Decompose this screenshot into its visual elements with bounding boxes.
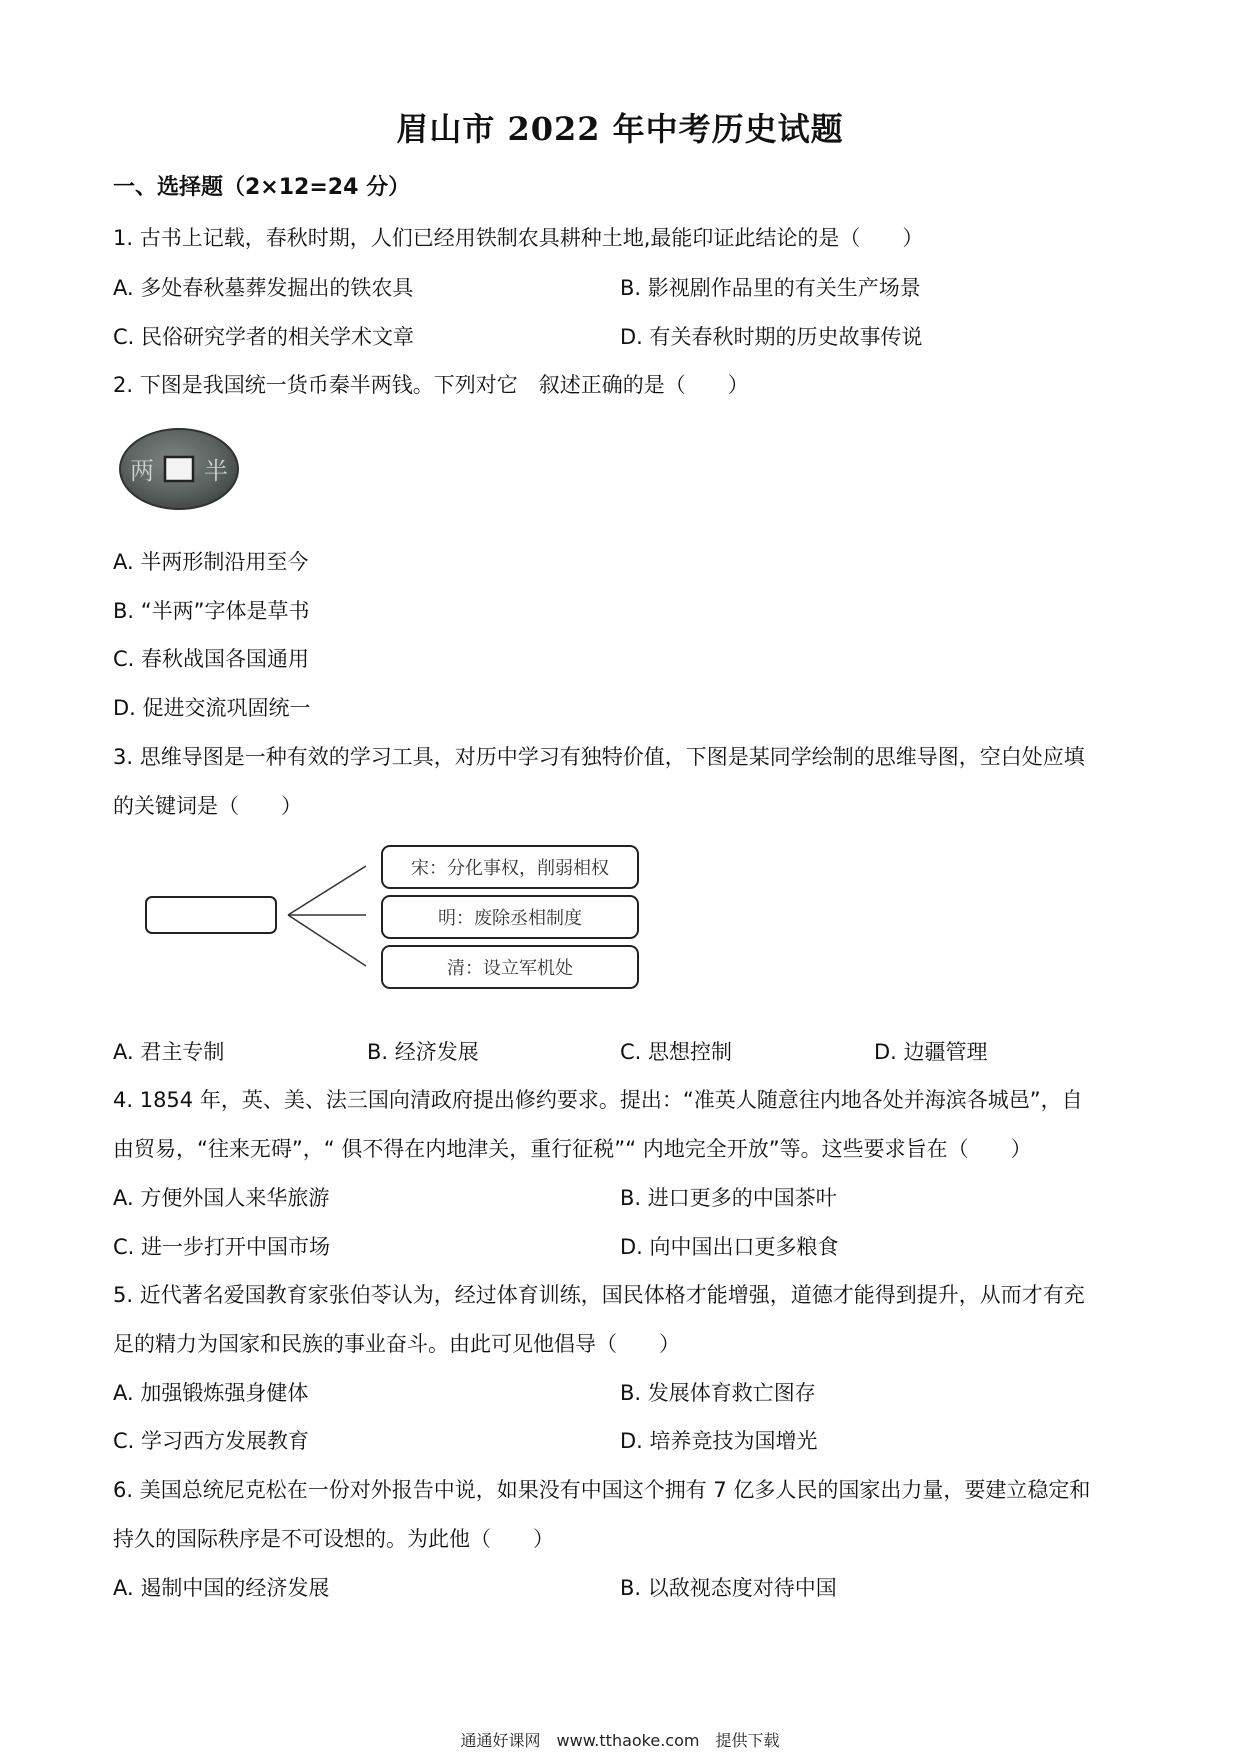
q2-option-d: D. 促进交流巩固统一 (113, 696, 311, 720)
q3-option-a: A. 君主专制 (113, 1040, 225, 1064)
q4-option-b: B. 进口更多的中国茶叶 (620, 1186, 837, 1210)
box-ming-text: 明：废除丞相制度 (438, 908, 582, 929)
q4-stem-line2: 由贸易，“往来无碍”，“ 俱不得在内地津关，重行征税”“ 内地完全开放”等。这些要求旨在（ ） (113, 1137, 1032, 1161)
box-qing-text: 清：设立军机处 (447, 958, 573, 979)
q2-stem: 2. 下图是我国统一货币秦半两钱。下列对它 叙述正确的是（ ） (113, 373, 749, 397)
q3-stem-line1: 3. 思维导图是一种有效的学习工具，对历中学习有独特价值，下图是某同学绘制的思维导图，空白处应填 (113, 745, 1085, 769)
q6-stem-line1: 6. 美国总统尼克松在一份对外报告中说，如果没有中国这个拥有 7 亿多人民的国家出力量，要建立稳定和 (113, 1478, 1091, 1502)
box-song-text: 宋：分化事权，削弱相权 (411, 858, 609, 879)
q3-stem-line2: 的关键词是（ ） (113, 794, 302, 818)
q6-stem-line2: 持久的国际秩序是不可设想的。为此他（ ） (113, 1527, 554, 1551)
q5-stem-line1: 5. 近代著名爱国教育家张伯苓认为，经过体育训练，国民体格才能增强，道德才能得到提升，从而才有充 (113, 1283, 1085, 1307)
q4-stem-line1: 4. 1854 年，英、美、法三国向清政府提出修约要求。提出：“准英人随意往内地各处并海滨各城邑”，自 (113, 1088, 1083, 1112)
q1-option-c: C. 民俗研究学者的相关学术文章 (113, 325, 415, 349)
q4-option-d: D. 向中国出口更多粮食 (620, 1235, 839, 1259)
q2-option-a: A. 半两形制沿用至今 (113, 550, 309, 574)
q1-stem: 1. 古书上记载，春秋时期，人们已经用铁制农具耕种土地,最能印证此结论的是（ ） (113, 226, 924, 250)
q3-option-d: D. 边疆管理 (874, 1040, 988, 1064)
page-title: 眉山市 2022 年中考历史试题 (396, 110, 844, 148)
q2-option-c: C. 春秋战国各国通用 (113, 647, 310, 671)
q2-option-b: B. “半两”字体是草书 (113, 599, 310, 623)
q5-option-a: A. 加强锻炼强身健体 (113, 1381, 309, 1405)
q6-option-b: B. 以敌视态度对待中国 (620, 1576, 837, 1600)
q1-option-b: B. 影视剧作品里的有关生产场景 (620, 276, 921, 300)
q4-option-c: C. 进一步打开中国市场 (113, 1235, 331, 1259)
coin-left-char: 两 (130, 457, 154, 485)
section-heading: 一、选择题（2×12=24 分） (113, 175, 411, 200)
q3-option-c: C. 思想控制 (620, 1040, 733, 1064)
banliang-coin-image (118, 427, 240, 511)
mind-map-diagram (140, 838, 650, 998)
q4-option-a: A. 方便外国人来华旅游 (113, 1186, 330, 1210)
q5-option-b: B. 发展体育救亡图存 (620, 1381, 816, 1405)
q5-option-c: C. 学习西方发展教育 (113, 1429, 310, 1453)
coin-right-char: 半 (204, 457, 228, 485)
q5-stem-line2: 足的精力为国家和民族的事业奋斗。由此可见他倡导（ ） (113, 1332, 680, 1356)
q6-option-a: A. 遏制中国的经济发展 (113, 1576, 330, 1600)
blank-box (146, 897, 276, 933)
q1-option-d: D. 有关春秋时期的历史故事传说 (620, 325, 923, 349)
footer-source: 通通好课网 www.tthaoke.com 提供下载 (460, 1731, 780, 1750)
q5-option-d: D. 培养竞技为国增光 (620, 1429, 818, 1453)
q1-option-a: A. 多处春秋墓葬发掘出的铁农具 (113, 276, 414, 300)
q3-option-b: B. 经济发展 (367, 1040, 479, 1064)
